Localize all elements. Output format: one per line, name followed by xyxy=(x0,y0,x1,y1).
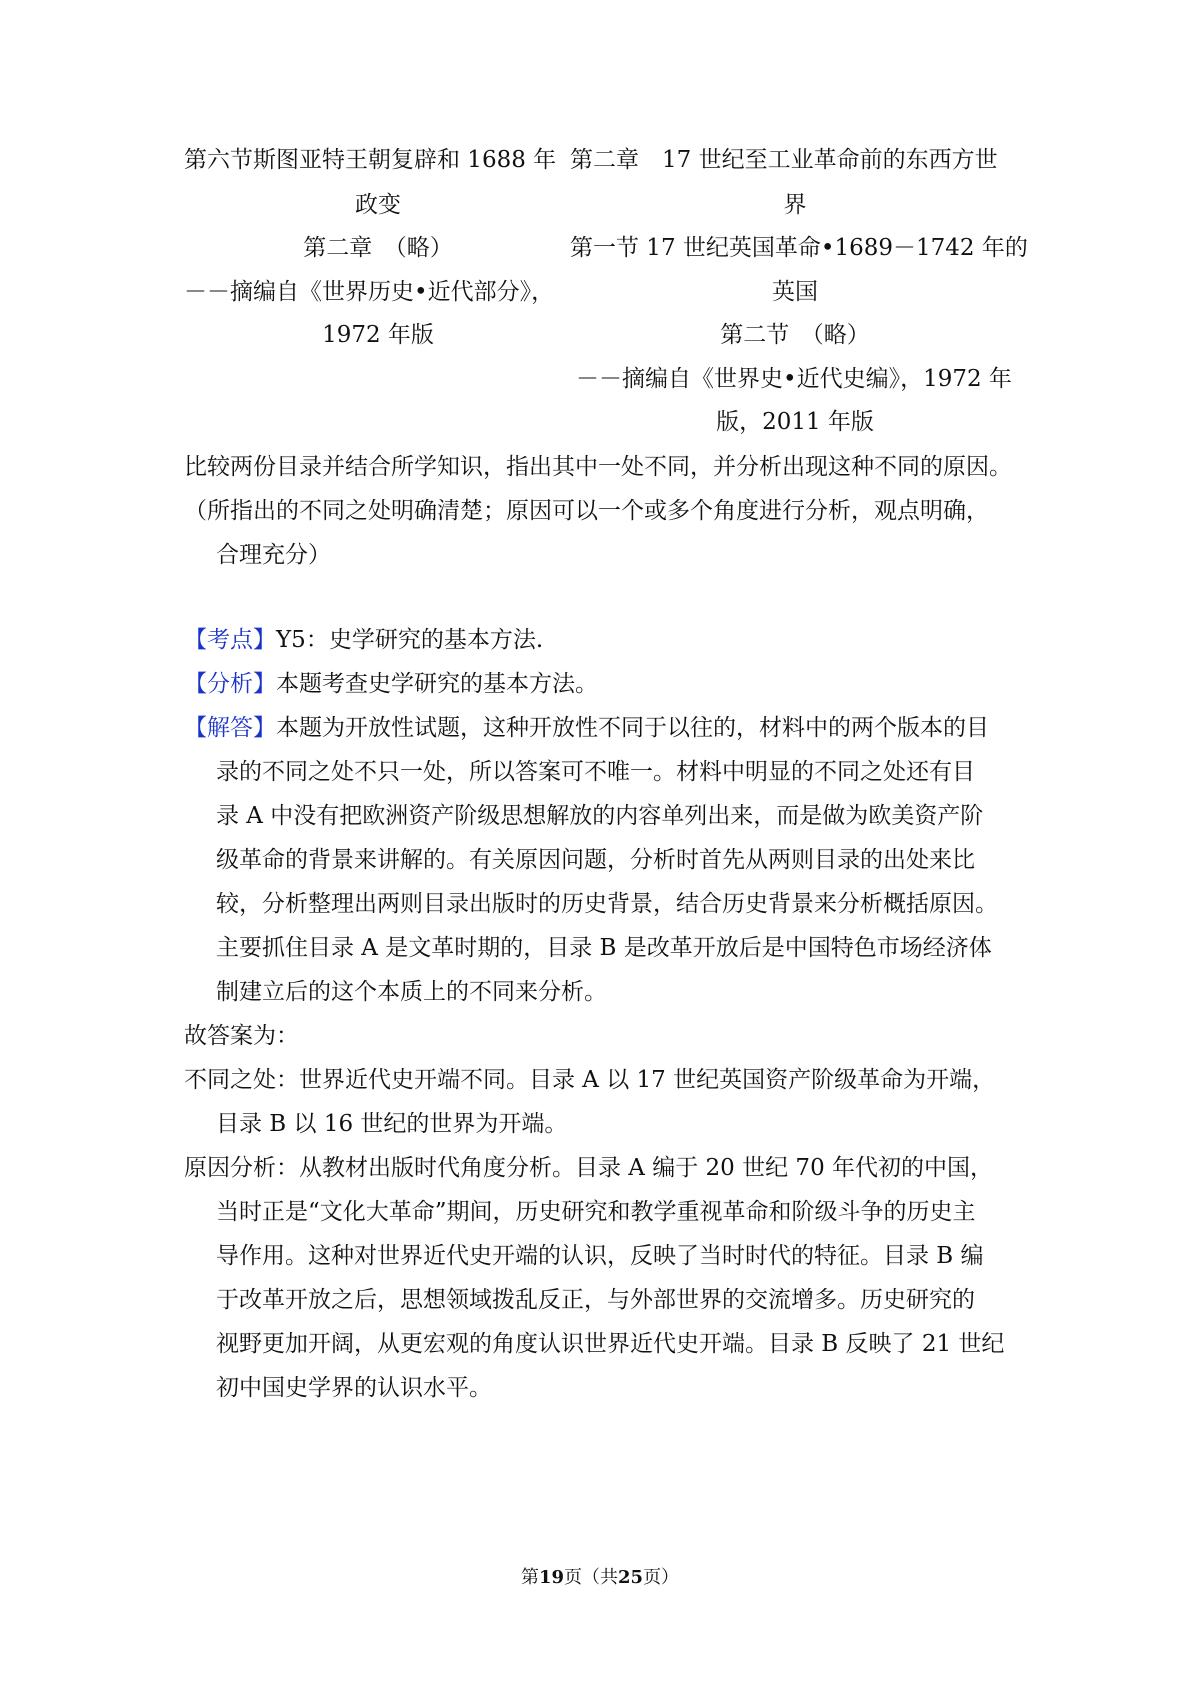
fenxi-text: 本题考查史学研究的基本方法。 xyxy=(276,671,598,697)
kaodian-row xyxy=(184,625,543,655)
catalog-b-source-line1: －－摘编自《世界史•近代史编》，1972 年 xyxy=(576,366,1012,392)
fenxi-row xyxy=(184,669,598,699)
question-line1: 比较两份目录并结合所学知识，指出其中一处不同，并分析出现这种不同的原因。 xyxy=(184,454,1012,480)
catalog-a-source-line1: －－摘编自《世界历史•近代部分》， xyxy=(184,279,555,305)
answer-intro: 故答案为： xyxy=(184,1023,299,1049)
answer-reason-line1: 原因分析：从教材出版时代角度分析。目录 A 编于 20 世纪 70 年代初的中国， xyxy=(184,1155,994,1181)
jieda-line1: 本题为开放性试题，这种开放性不同于以往的，材料中的两个版本的目 xyxy=(276,715,989,741)
catalog-a-source-line2: 1972 年版 xyxy=(322,322,434,348)
footer-suffix: 页） xyxy=(643,1567,680,1588)
catalog-a-section-line1: 第六节斯图亚特王朝复辟和 1688 年 xyxy=(184,147,557,173)
jieda-line5: 较，分析整理出两则目录出版时的历史背景，结合历史背景来分析概括原因。 xyxy=(216,891,998,917)
answer-diff-line1: 不同之处：世界近代史开端不同。目录 A 以 17 世纪英国资产阶级革命为开端， xyxy=(184,1067,996,1093)
catalog-b-source-line2: 版，2011 年版 xyxy=(716,409,874,435)
jieda-label: 【解答】 xyxy=(184,715,276,741)
catalog-b-section2: 第二节 （略） xyxy=(720,322,870,348)
jieda-line7: 制建立后的这个本质上的不同来分析。 xyxy=(216,979,607,1005)
kaodian-label: 【考点】 xyxy=(184,627,276,653)
jieda-line3: 录 A 中没有把欧洲资产阶级思想解放的内容单列出来，而是做为欧美资产阶 xyxy=(216,803,984,829)
answer-reason-line5: 视野更加开阔，从更宏观的角度认识世界近代史开端。目录 B 反映了 21 世纪 xyxy=(216,1331,1005,1357)
answer-reason-line6: 初中国史学界的认识水平。 xyxy=(216,1375,492,1401)
jieda-line4: 级革命的背景来讲解的。有关原因问题，分析时首先从两则目录的出处来比 xyxy=(216,847,975,873)
question-line3: 合理充分） xyxy=(216,542,331,568)
jieda-line6: 主要抓住目录 A 是文革时期的，目录 B 是改革开放后是中国特色市场经济体 xyxy=(216,935,992,961)
footer-total-pages: 25 xyxy=(618,1567,644,1588)
question-line2: （所指出的不同之处明确清楚；原因可以一个或多个角度进行分析，观点明确， xyxy=(184,498,989,524)
footer-prefix: 第 xyxy=(520,1567,539,1588)
footer-page-number: 19 xyxy=(538,1567,564,1588)
catalog-b-section1-line1: 第一节 17 世纪英国革命•1689－1742 年的 xyxy=(570,235,1028,261)
jieda-line2: 录的不同之处不只一处，所以答案可不唯一。材料中明显的不同之处还有目 xyxy=(216,759,975,785)
fenxi-label: 【分析】 xyxy=(184,671,276,697)
catalog-b-chapter-line1: 第二章 17 世纪至工业革命前的东西方世 xyxy=(570,147,998,173)
answer-reason-line2: 当时正是“文化大革命”期间，历史研究和教学重视革命和阶级斗争的历史主 xyxy=(216,1199,976,1225)
catalog-b-section1-line2: 英国 xyxy=(772,279,818,305)
answer-reason-line4: 于改革开放之后，思想领域拨乱反正，与外部世界的交流增多。历史研究的 xyxy=(216,1287,975,1313)
footer-middle: 页（共 xyxy=(564,1567,618,1588)
jieda-row xyxy=(184,713,989,743)
catalog-a-chapter: 第二章 （略） xyxy=(303,235,453,261)
kaodian-text: Y5：史学研究的基本方法. xyxy=(276,627,544,653)
catalog-a-section-line2: 政变 xyxy=(355,192,401,218)
page-footer xyxy=(0,1566,1200,1590)
catalog-b-chapter-line2: 界 xyxy=(783,192,807,218)
answer-reason-line3: 导作用。这种对世界近代史开端的认识，反映了当时时代的特征。目录 B 编 xyxy=(216,1243,984,1269)
answer-diff-line2: 目录 B 以 16 世纪的世界为开端。 xyxy=(216,1111,568,1137)
